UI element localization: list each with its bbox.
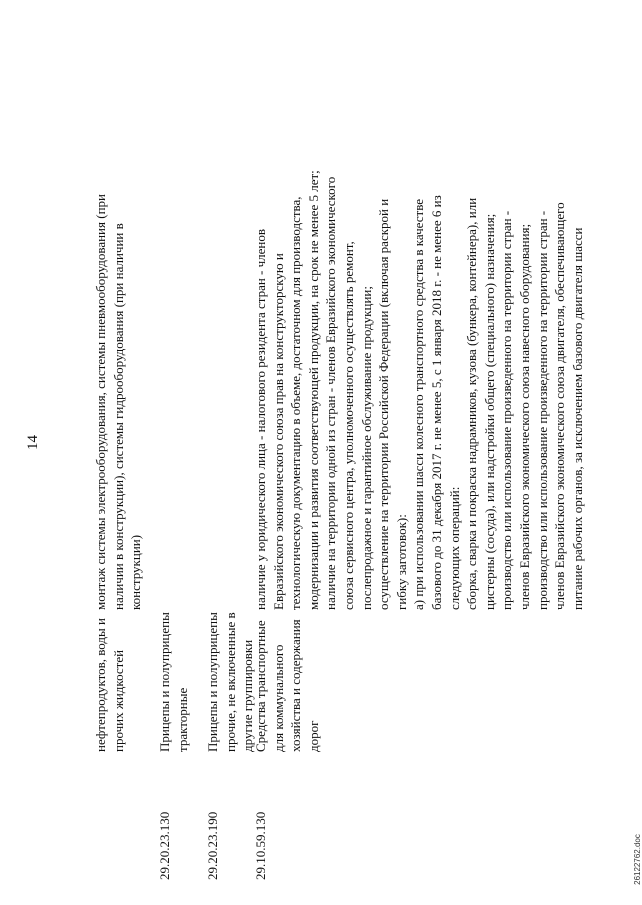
row-name [156, 612, 191, 752]
text-line: членов Евразийского экономического союза навесного оборудования; [516, 223, 532, 610]
text-line: осуществление на территории Российской Федерации (включая раскрой и [376, 198, 392, 610]
text-line: производство или использование произведенного на территории стран - [534, 210, 550, 610]
text-line: сборка, сварка и покраска надрамников, кузова (бункера, контейнера), или [464, 197, 480, 610]
text-line: послепродажное и гарантийное обслуживание продукции; [358, 286, 374, 610]
text-line: Средства транспортные [253, 620, 268, 752]
row-name [204, 612, 257, 752]
text-line: цистерны (сосуда), или надстройки общего (специального) назначения; [481, 213, 497, 610]
text-line: прочие, не включенные в [222, 612, 238, 752]
text-line: для коммунального [270, 644, 286, 752]
text-line: дорог [305, 720, 321, 752]
text-line: гибку заготовок): [393, 514, 409, 610]
row-name [92, 618, 127, 752]
text-line: монтаж системы электрооборудования, системы пневмооборудования (при [93, 194, 108, 610]
page-number: 14 [25, 435, 41, 450]
text-line: наличие у юридического лица - налогового резидента стран - членов [253, 228, 268, 610]
text-line: наличии в конструкции), системы гидрооборудования (при наличии в [110, 223, 126, 610]
row-code: 29.20.23.130 [157, 811, 172, 880]
row-code: 29.10.59.130 [253, 811, 268, 880]
text-line: следующих операций: [446, 486, 462, 610]
text-line: Прицепы и полуприцепы [157, 612, 172, 752]
row-name [252, 618, 322, 752]
text-line: конструкции) [128, 534, 144, 610]
document-table [92, 40, 612, 880]
text-line: нефтепродуктов, воды и [93, 618, 108, 752]
text-line: прочих жидкостей [110, 649, 126, 752]
row-description [92, 40, 145, 610]
text-line: модернизации и развития соответствующей продукции, на срок не менее 5 лет; [305, 170, 321, 610]
text-line: питание рабочих органов, за исключением базового двигателя шасси [569, 227, 585, 610]
row-code: 29.20.23.190 [205, 811, 220, 880]
text-line: членов Евразийского экономического союза двигателя, обеспечивающего [552, 202, 568, 610]
document-filename: 26122762.doc [632, 834, 642, 885]
text-line: производство или использование произведенного на территории стран - [499, 210, 515, 610]
text-line: базового до 31 декабря 2017 г. не менее 5, с 1 января 2018 г. - не менее 6 из [428, 195, 444, 610]
text-line: а) при использовании шасси колесного транспортного средства в качестве [411, 198, 427, 610]
text-line: наличие на территории одной из стран - членов Евразийского экономического [323, 176, 339, 610]
text-line: Евразийского экономического союза прав на конструкторскую и [270, 253, 286, 610]
text-line: технологическую документацию в объеме, достаточном для производства, [288, 196, 304, 610]
text-line: Прицепы и полуприцепы [205, 612, 220, 752]
text-line: другие группировки [240, 639, 256, 752]
row-description [252, 40, 586, 610]
text-line: хозяйства и содержания [288, 619, 304, 752]
text-line: тракторные [174, 687, 190, 752]
text-line: союза сервисного центра, уполномоченного осуществлять ремонт, [340, 241, 356, 610]
